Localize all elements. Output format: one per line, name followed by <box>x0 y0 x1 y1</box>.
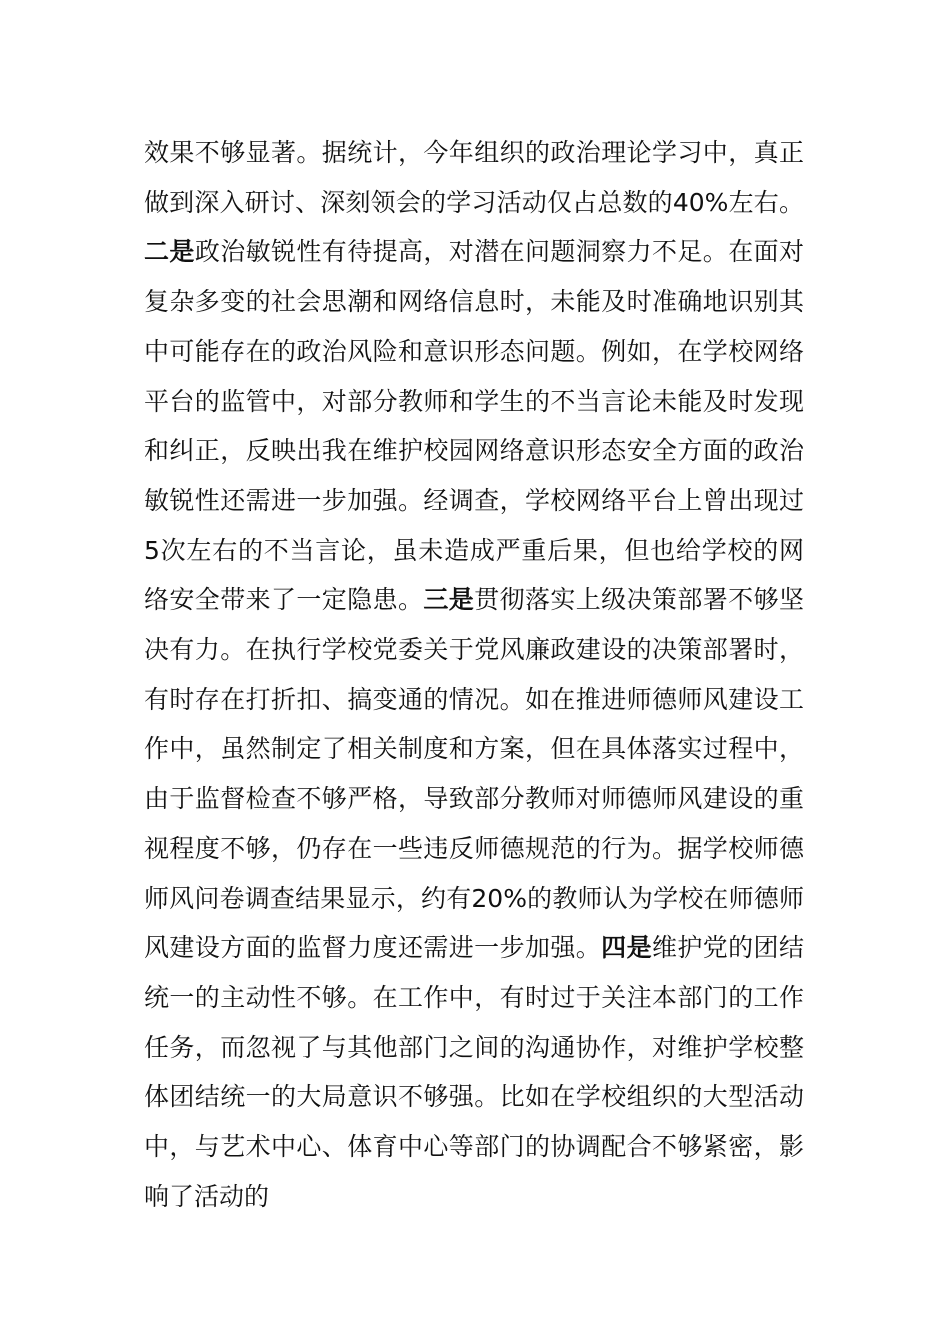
point-lead-three: 三是 <box>423 585 475 615</box>
body-paragraph <box>144 128 804 1221</box>
text-segment: 维护党的团结统一的主动性不够。在工作中，有时过于关注本部门的工作任务，而忽视了与其他部门之间的沟通协作，对维护学校整体团结统一的大局意识不够强。比如在学校组织的大型活动中，与艺术中心、体育中心等部门的协调配合不够紧密，影响了活动的 <box>144 933 804 1211</box>
text-segment: 政治敏锐性有待提高，对潜在问题洞察力不足。在面对复杂多变的社会思潮和网络信息时，未能及时准确地识别其中可能存在的政治风险和意识形态问题。例如，在学校网络平台的监管中，对部分教师和学生的不当言论未能及时发现和纠正，反映出我在维护校园网络意识形态安全方面的政治敏锐性还需进一步加强。经调查，学校网络平台上曾出现过5次左右的不当言论，虽未造成严重后果，但也给学校的网络安全带来了一定隐患。 <box>144 237 804 615</box>
text-segment: 贯彻落实上级决策部署不够坚决有力。在执行学校党委关于党风廉政建设的决策部署时，有时存在打折扣、搞变通的情况。如在推进师德师风建设工作中，虽然制定了相关制度和方案，但在具体落实过程中，由于监督检查不够严格，导致部分教师对师德师风建设的重视程度不够，仍存在一些违反师德规范的行为。据学校师德师风问卷调查结果显示，约有20%的教师认为学校在师德师风建设方面的监督力度还需进一步加强。 <box>144 585 804 963</box>
point-lead-two: 二是 <box>144 237 195 267</box>
point-lead-four: 四是 <box>601 933 652 963</box>
text-segment: 效果不够显著。据统计，今年组织的政治理论学习中，真正做到深入研讨、深刻领会的学习活动仅占总数的40%左右。 <box>144 138 804 217</box>
